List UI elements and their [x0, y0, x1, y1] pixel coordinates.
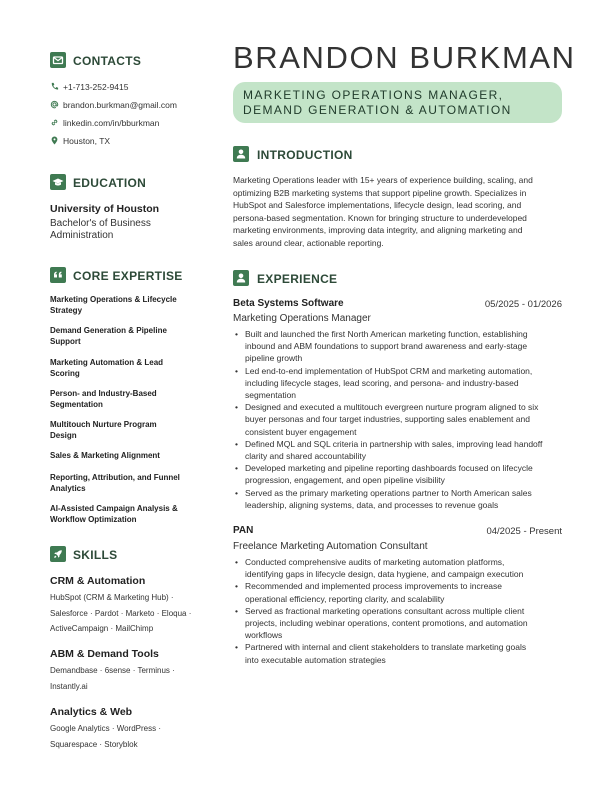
experience-title: EXPERIENCE — [257, 272, 338, 286]
email-text: brandon.burkman@gmail.com — [63, 100, 177, 110]
job-bullets — [233, 328, 573, 511]
expertise-item: Reporting, Attribution, and Funnel Analytics — [50, 473, 180, 493]
skill-group-items: HubSpot (CRM & Marketing Hub) · Salesforce · Pardot · Marketo · Eloqua · ActiveCampaign · MailChimp — [50, 593, 192, 633]
contact-location — [50, 136, 220, 148]
contacts-icon — [50, 52, 66, 68]
expertise-list — [50, 295, 210, 526]
skill-group-items: Demandbase · 6sense · Terminus · Instantly.ai — [50, 666, 175, 691]
expertise-item: Marketing Operations & Lifecycle Strategy — [50, 295, 177, 315]
job-bullet: • Built and launched the first North American marketing function, establishing inbound and ABM foundations to support brand awareness and early-stage pipeline growth — [233, 328, 573, 365]
job-role: Marketing Operations Manager — [233, 313, 371, 324]
job-bullet: • Developed marketing and pipeline reporting dashboards focused on lifecycle progression, engagement, and open pipeline visibility — [233, 462, 573, 486]
graduation-cap-icon — [50, 174, 66, 190]
education-school: University of Houston — [50, 203, 160, 215]
location-text: Houston, TX — [63, 136, 111, 146]
expertise-item: Marketing Automation & Lead Scoring — [50, 358, 164, 378]
rocket-icon — [50, 546, 66, 562]
job-bullet: • Served as the primary marketing operations partner to North American sales leadership, aligning systems, data, and processes to revenue goals — [233, 487, 573, 511]
expertise-item: Demand Generation & Pipeline Support — [50, 326, 167, 346]
candidate-name: BRANDON BURKMAN — [233, 40, 576, 75]
job-bullets — [233, 556, 573, 666]
introduction-text: Marketing Operations leader with 15+ years of experience building, scaling, and optimizing B2B marketing systems that support pipeline growth. Specializes in HubSpot and Salesforce implementations, lifecycle design, lead scoring, and persona-based segmentation. Known for bringing structure to underdeveloped marketing environments, improving data integrity, and aligning marketing and sales around clear, actionable reporting. — [233, 175, 533, 248]
person-icon — [233, 146, 249, 162]
degree-line: Administration — [50, 230, 114, 241]
person-icon — [233, 270, 249, 286]
job-dates: 04/2025 - Present — [486, 526, 562, 537]
contact-linkedin[interactable] — [50, 118, 220, 130]
skill-group — [50, 648, 220, 694]
at-icon — [50, 100, 59, 109]
job-company: Beta Systems Software — [233, 298, 344, 309]
job-role: Freelance Marketing Automation Consultant — [233, 541, 428, 552]
phone-icon — [50, 82, 59, 91]
job-dates: 05/2025 - 01/2026 — [484, 299, 562, 310]
job-bullet: • Recommended and implemented process improvements to increase operational efficiency, reporting clarity, and scalability — [233, 580, 573, 604]
education-degree — [50, 218, 151, 242]
skill-group — [50, 706, 220, 752]
introduction-title: INTRODUCTION — [257, 148, 353, 162]
linkedin-text: linkedin.com/in/bburkman — [63, 118, 160, 128]
job-bullet: • Served as fractional marketing operations consultant across multiple client projects, including webinar operations, content promotions, and automation workflows — [233, 605, 573, 642]
job-title-banner — [233, 82, 562, 123]
job-bullet: • Conducted comprehensive audits of marketing automation platforms, identifying gaps in lifecycle design, data hygiene, and campaign execution — [233, 556, 573, 580]
contacts-title: CONTACTS — [73, 54, 142, 68]
phone-text: +1-713-252-9415 — [63, 82, 129, 92]
education-title: EDUCATION — [73, 176, 147, 190]
job-bullet: • Designed and executed a multitouch evergreen nurture program aligned to six buyer personas and four target industries, supporting sales enablement and consistent buyer engagement — [233, 401, 573, 438]
banner-line: DEMAND GENERATION & AUTOMATION — [243, 103, 512, 117]
expertise-item: AI-Assisted Campaign Analysis & Workflow Optimization — [50, 504, 178, 524]
contact-email[interactable] — [50, 100, 220, 112]
link-icon — [50, 118, 59, 127]
expertise-item: Multitouch Nurture Program Design — [50, 420, 157, 440]
skill-group — [50, 575, 220, 637]
skill-group-name: CRM & Automation — [50, 575, 146, 587]
job-company: PAN — [233, 525, 254, 536]
job-bullet: • Led end-to-end implementation of HubSpot CRM and marketing automation, including lifecycle stages, lead scoring, and persona- and industry-based segmentation — [233, 365, 573, 402]
skills-title: SKILLS — [73, 548, 118, 562]
job-bullet: • Partnered with internal and client stakeholders to translate marketing goals into executable automation strategies — [233, 641, 573, 665]
expertise-title: CORE EXPERTISE — [73, 269, 183, 283]
banner-line: MARKETING OPERATIONS MANAGER, — [243, 88, 504, 102]
expertise-item: Person- and Industry-Based Segmentation — [50, 389, 157, 409]
location-pin-icon — [50, 136, 59, 145]
skill-group-items: Google Analytics · WordPress · Squarespace · Storyblok — [50, 724, 162, 749]
degree-line: Bachelor's of Business — [50, 218, 151, 229]
contact-phone[interactable] — [50, 82, 220, 94]
skill-group-name: ABM & Demand Tools — [50, 648, 159, 660]
expertise-item: Sales & Marketing Alignment — [50, 451, 160, 460]
job-bullet: • Defined MQL and SQL criteria in partnership with sales, improving lead handoff clarity and shared accountability — [233, 438, 573, 462]
quote-icon — [50, 267, 66, 283]
skill-group-name: Analytics & Web — [50, 706, 133, 718]
